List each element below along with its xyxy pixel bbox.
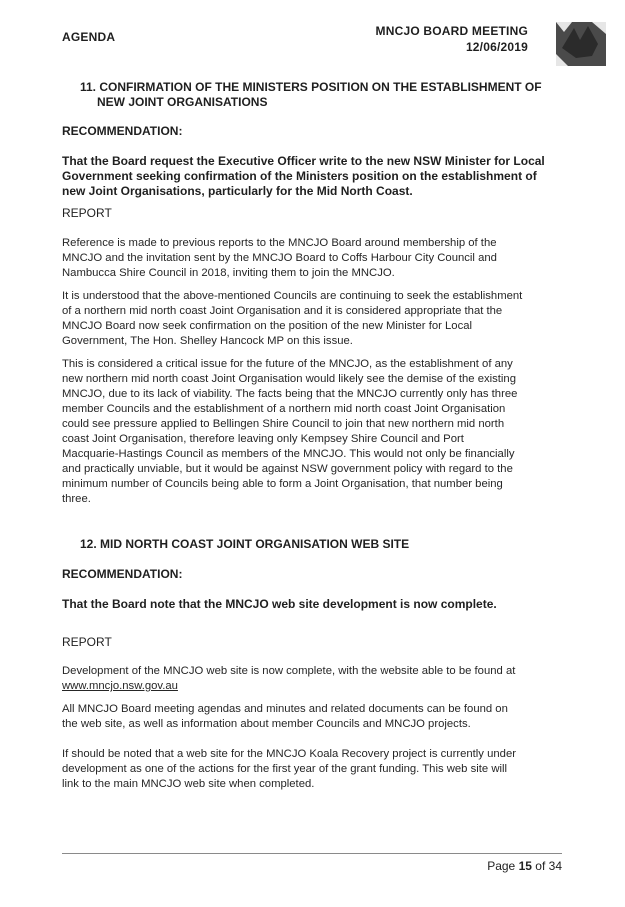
section-12-paragraph-1 (62, 664, 562, 694)
paragraph-line: development as one of the actions for the first year of the grant funding. This web site will (62, 763, 508, 775)
recommendation-line: Government seeking confirmation of the Ministers position on the establishment of (62, 169, 537, 183)
section-12-paragraph-3 (62, 747, 562, 792)
recommendation-line: new Joint Organisations, particularly for the Mid North Coast. (62, 184, 413, 198)
page-number (487, 859, 562, 873)
footer-divider (62, 853, 562, 854)
page-total: 34 (548, 859, 562, 873)
page-of: of (535, 859, 546, 873)
section-11-paragraph-3 (62, 357, 562, 507)
section-12-heading: 12. MID NORTH COAST JOINT ORGANISATION WEB SITE (80, 537, 410, 551)
section-11-heading-line1: 11. CONFIRMATION OF THE MINISTERS POSITION ON THE ESTABLISHMENT OF (80, 80, 542, 94)
paragraph-line: Reference is made to previous reports to the MNCJO Board around membership of the (62, 237, 497, 249)
paragraph-line: the web site, as well as information about member Councils and MNCJO projects. (62, 718, 471, 730)
paragraph-line: MNCJO Board now seek confirmation on the position of the new Minister for Local (62, 320, 473, 332)
paragraph-line: member Councils and the establishment of a northern mid north coast Joint Organisation (62, 403, 506, 415)
section-12-recommendation-label: RECOMMENDATION: (62, 567, 183, 581)
section-11-recommendation-label: RECOMMENDATION: (62, 124, 183, 138)
section-12-recommendation: That the Board note that the MNCJO web site development is now complete. (62, 597, 497, 611)
header-meeting-date: 12/06/2019 (465, 40, 528, 54)
paragraph-line: If should be noted that a web site for the MNCJO Koala Recovery project is currently under (62, 748, 516, 760)
header-meeting-title: MNCJO BOARD MEETING (375, 24, 528, 38)
header-agenda: AGENDA (62, 30, 116, 44)
paragraph-line: Development of the MNCJO web site is now complete, with the website able to be found at (62, 665, 516, 677)
paragraph-line: All MNCJO Board meeting agendas and minutes and related documents can be found on (62, 703, 508, 715)
paragraph-line: link to the main MNCJO web site when completed. (62, 778, 315, 790)
paragraph-line: coast Joint Organisation, therefore leaving only Kempsey Shire Council and Port (62, 433, 464, 445)
paragraph-line: three. (62, 493, 91, 505)
page-current: 15 (518, 859, 532, 873)
paragraph-line: of a northern mid north coast Joint Organisation and it is considered appropriate that the (62, 305, 503, 317)
section-11-recommendation (62, 154, 562, 199)
paragraph-line: MNCJO and the invitation sent by the MNCJO Board to Coffs Harbour City Council and (62, 252, 497, 264)
section-11-paragraph-1 (62, 236, 562, 281)
paragraph-line: Government, The Hon. Shelley Hancock MP on this issue. (62, 335, 353, 347)
section-11-heading-line2: NEW JOINT ORGANISATIONS (97, 95, 268, 109)
section-11-paragraph-2 (62, 289, 562, 349)
paragraph-line: Macquarie-Hastings Council as members of the MNCJO. This would not only be financially (62, 448, 515, 460)
section-12-paragraph-2 (62, 702, 562, 732)
section-11-report-label: REPORT (62, 206, 112, 220)
mncjo-website-link[interactable]: www.mncjo.nsw.gov.au (62, 680, 178, 692)
paragraph-line: MNCJO, due to its lack of viability. The facts being that the MNCJO currently only has three (62, 388, 518, 400)
paragraph-line: new northern mid north coast Joint Organisation would likely see the demise of the existing (62, 373, 516, 385)
paragraph-line: Nambucca Shire Council in 2018, inviting them to join the MNCJO. (62, 267, 395, 279)
paragraph-line: This is considered a critical issue for the future of the MNCJO, as the establishment of any (62, 358, 513, 370)
paragraph-line: could see pressure applied to Bellingen Shire Council to join that new northern mid north (62, 418, 505, 430)
section-12-report-label: REPORT (62, 635, 112, 649)
mncjo-logo-icon (552, 18, 610, 68)
paragraph-line: minimum number of Councils being able to form a Joint Organisation, that number being (62, 478, 503, 490)
paragraph-line: It is understood that the above-mentioned Councils are continuing to seek the establishment (62, 290, 523, 302)
paragraph-line: and practically unviable, but it would be against NSW government policy with regard to the (62, 463, 513, 475)
page-word: Page (487, 859, 516, 873)
recommendation-line: That the Board request the Executive Officer write to the new NSW Minister for Local (62, 154, 545, 168)
